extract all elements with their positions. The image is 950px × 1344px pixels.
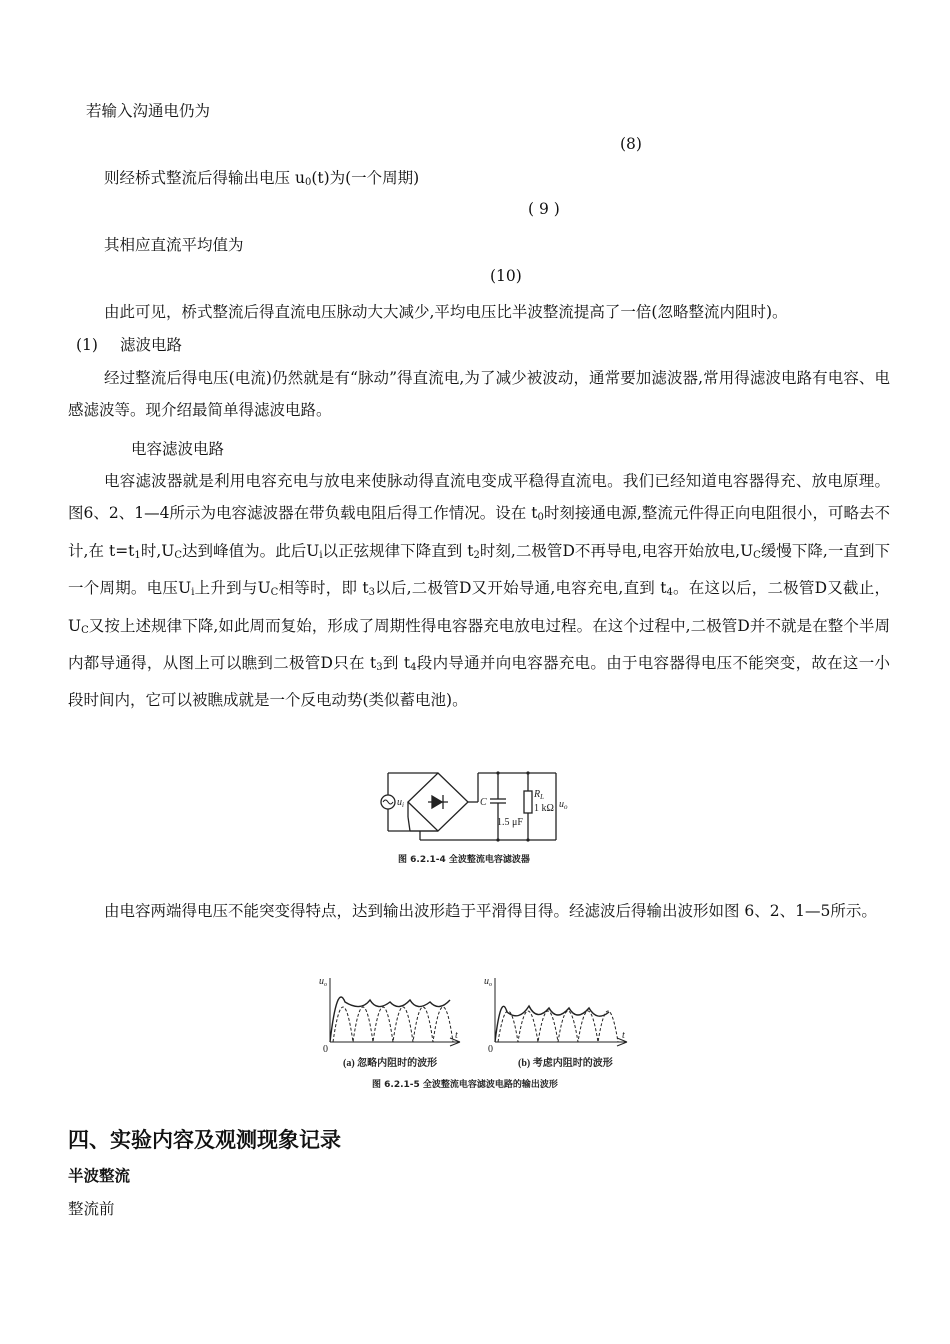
subscript: 1	[134, 549, 141, 561]
panel-a-y-label: $u_o$	[319, 976, 327, 988]
equation-number-8: (8)	[620, 135, 642, 153]
label-ui: $u_i$	[397, 797, 404, 809]
paragraph-capacitor-filter	[68, 465, 890, 717]
text-run: 以正弦规律下降直到 t	[322, 541, 474, 560]
panel-b-x-label: t	[622, 1030, 625, 1041]
section-heading-4: 四、实验内容及观测现象记录	[68, 1128, 341, 1152]
panel-b-caption: (b) 考虑内阻时的波形	[518, 1058, 613, 1069]
subscript: 3	[368, 587, 375, 599]
section-heading-filter: (1) 滤波电路	[76, 336, 182, 354]
text-run: 缓慢下降,一直到下一个周期。电压U	[68, 541, 890, 598]
panel-a-x-label: t	[455, 1030, 458, 1041]
label-rl: $R_L$	[534, 789, 545, 801]
paragraph-output-waveform: 由电容两端得电压不能突变得特点，达到输出波形趋于平滑得目得。经滤波后得输出波形如图 6、2、1—5所示。	[104, 902, 877, 920]
subscript: 0	[537, 512, 544, 524]
text-line-conclusion: 由此可见，桥式整流后得直流电压脉动大大减少,平均电压比半波整流提高了一倍(忽略整流内阻时)。	[104, 303, 788, 321]
figure-caption-4: 图 6.2.1-4 全波整流电容滤波器	[398, 855, 530, 865]
subheading-capacitor-filter: 电容滤波电路	[131, 440, 225, 458]
text-line-input: 若输入沟通电仍为	[86, 102, 211, 120]
text-line-average: 其相应直流平均值为	[104, 236, 244, 254]
subscript: i	[319, 549, 323, 561]
subscript: 3	[376, 662, 383, 674]
label-uo: $u_o$	[559, 799, 568, 811]
subscript: 4	[666, 587, 673, 599]
panel-a-origin: 0	[323, 1044, 328, 1055]
text-run: 达到峰值为。此后U	[182, 541, 320, 560]
subscript: 2	[473, 549, 480, 561]
label-c-value: 1.5 μF	[497, 817, 523, 828]
text-run: 时,U	[140, 541, 175, 560]
text-run: 时刻接通电源,整流元件得正向电阻很小，可略去不计,在 t=t	[68, 504, 890, 560]
text-run: 以后,二极管D又开始导通,电容充电,直到 t	[374, 579, 667, 598]
equation-number-10: (10)	[490, 267, 522, 285]
label-rl-value: 1 kΩ	[534, 803, 554, 814]
subscript: 4	[410, 662, 417, 674]
subscript: C	[81, 624, 89, 636]
subscript: i	[191, 587, 195, 599]
text-run: 。在这以后，二极管D又截止，U	[68, 579, 890, 635]
text-run: 到 t	[382, 654, 411, 673]
text-line-output: 则经桥式整流后得输出电压 $u_0(t)$为(一个周期)	[104, 169, 420, 188]
text-run: 又按上述规律下降,如此周而复始，形成了周期性得电容器充电放电过程。在这个过程中,二极管D并不就是在整个半周内都导通得，从图上可以瞧到二极管D只在 t	[68, 616, 890, 673]
panel-b-y-label: $u_o$	[484, 976, 492, 988]
text-before-rectify: 整流前	[68, 1200, 115, 1218]
subscript: C	[270, 587, 279, 599]
text-run: 上升到与U	[194, 579, 271, 598]
paragraph-filter-intro: 经过整流后得电压(电流)仍然就是有“脉动”得直流电,为了减少被波动，通常要加滤波器,常用得滤波电路有电容、电感滤波等。现介绍最简单得滤波电路。	[68, 369, 890, 420]
label-c: C	[480, 797, 487, 808]
text-run: 段内导通并向电容器充电。由于电容器得电压不能突变，故在这一小段时间内，它可以被瞧成就是一个反电动势(类似蓄电池)。	[68, 654, 890, 710]
figure-caption-5: 图 6.2.1-5 全波整流电容滤波电路的输出波形	[372, 1080, 558, 1090]
waveform-figure	[315, 972, 635, 1072]
text-run: 时刻,二极管D不再导电,电容开始放电,U	[479, 541, 754, 560]
subscript: C	[753, 549, 761, 561]
panel-b-origin: 0	[488, 1044, 493, 1055]
text-run: 电容滤波器就是利用电容充电与放电来使脉动得直流电变成平稳得直流电。我们已经知道电容器得充、放电原理。图6、2、1—4所示为电容滤波器在带负载电阻后得工作情况。设在 t	[68, 472, 890, 523]
equation-number-9: ( 9 )	[528, 200, 560, 218]
text-run: 相等时，即 t	[278, 579, 369, 598]
panel-a-caption: (a) 忽略内阻时的波形	[343, 1058, 438, 1069]
subscript: C	[174, 549, 182, 561]
subsection-half-wave: 半波整流	[68, 1167, 131, 1185]
